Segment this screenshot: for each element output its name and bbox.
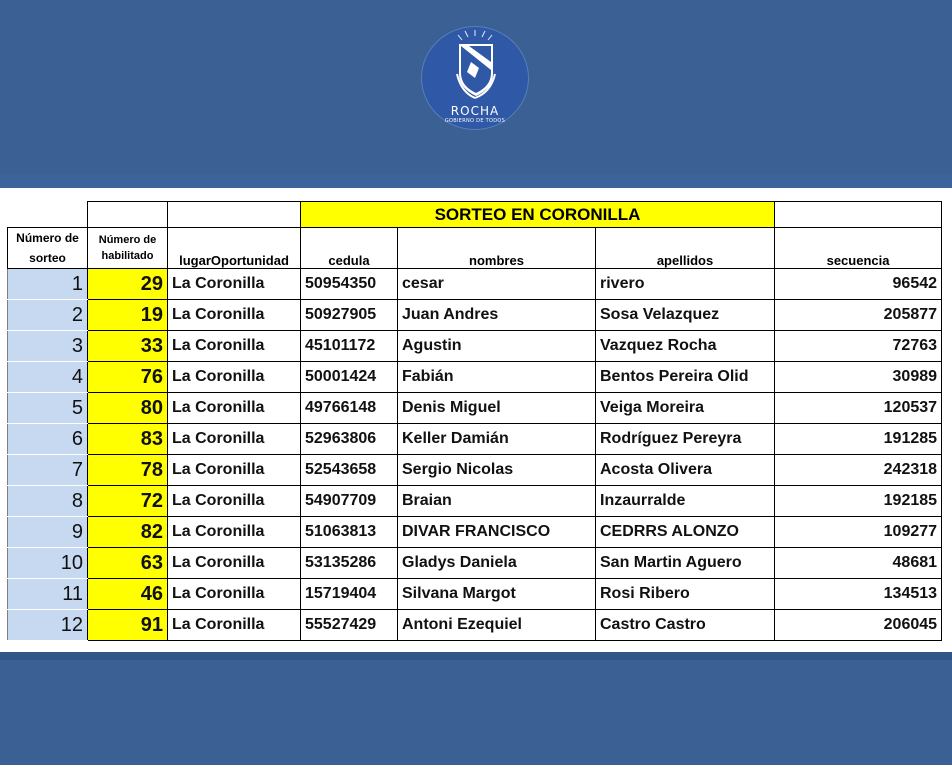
cell-lugar: La Coronilla bbox=[168, 424, 301, 455]
table-title: SORTEO EN CORONILLA bbox=[301, 202, 775, 228]
table-row bbox=[8, 610, 942, 641]
cell-apellidos: Acosta Olivera bbox=[596, 455, 775, 486]
logo-name: ROCHA bbox=[450, 104, 500, 118]
table-row bbox=[8, 517, 942, 548]
header-row bbox=[8, 228, 942, 269]
cell-cedula: 52963806 bbox=[301, 424, 398, 455]
header-nombres: nombres bbox=[398, 228, 596, 269]
raffle-table bbox=[7, 201, 942, 641]
blank-cell bbox=[168, 202, 301, 228]
header-secuencia: secuencia bbox=[775, 228, 942, 269]
cell-numero-sorteo: 1 bbox=[8, 269, 88, 300]
cell-lugar: La Coronilla bbox=[168, 455, 301, 486]
table-row bbox=[8, 393, 942, 424]
cell-nombres: DIVAR FRANCISCO bbox=[398, 517, 596, 548]
cell-numero-sorteo: 12 bbox=[8, 610, 88, 641]
header-numero-habilitado-line1: Número de bbox=[98, 234, 157, 246]
cell-cedula: 54907709 bbox=[301, 486, 398, 517]
table-row bbox=[8, 331, 942, 362]
cell-nombres: Antoni Ezequiel bbox=[398, 610, 596, 641]
cell-secuencia: 72763 bbox=[775, 331, 942, 362]
cell-numero-sorteo: 11 bbox=[8, 579, 88, 610]
table-row bbox=[8, 548, 942, 579]
cell-numero-habilitado: 91 bbox=[88, 610, 168, 641]
cell-numero-sorteo: 6 bbox=[8, 424, 88, 455]
header-apellidos: apellidos bbox=[596, 228, 775, 269]
cell-apellidos: San Martin Aguero bbox=[596, 548, 775, 579]
cell-numero-habilitado: 82 bbox=[88, 517, 168, 548]
title-row bbox=[8, 202, 942, 228]
header-band-stripe bbox=[0, 174, 952, 188]
header-numero-habilitado-line2: habilitado bbox=[101, 250, 154, 262]
cell-apellidos: rivero bbox=[596, 269, 775, 300]
cell-apellidos: Vazquez Rocha bbox=[596, 331, 775, 362]
cell-secuencia: 96542 bbox=[775, 269, 942, 300]
cell-nombres: Juan Andres bbox=[398, 300, 596, 331]
cell-cedula: 55527429 bbox=[301, 610, 398, 641]
blank-cell bbox=[775, 202, 942, 228]
cell-cedula: 52543658 bbox=[301, 455, 398, 486]
header-numero-sorteo bbox=[8, 228, 88, 269]
cell-lugar: La Coronilla bbox=[168, 548, 301, 579]
header-numero-habilitado bbox=[88, 228, 168, 269]
cell-secuencia: 134513 bbox=[775, 579, 942, 610]
cell-nombres: Agustin bbox=[398, 331, 596, 362]
blank-corner bbox=[8, 202, 88, 228]
cell-numero-habilitado: 80 bbox=[88, 393, 168, 424]
cell-numero-sorteo: 2 bbox=[8, 300, 88, 331]
cell-numero-sorteo: 10 bbox=[8, 548, 88, 579]
cell-secuencia: 48681 bbox=[775, 548, 942, 579]
cell-secuencia: 205877 bbox=[775, 300, 942, 331]
cell-cedula: 51063813 bbox=[301, 517, 398, 548]
cell-apellidos: Rosi Ribero bbox=[596, 579, 775, 610]
logo-subtitle: GOBIERNO DE TODOS bbox=[444, 118, 506, 124]
rocha-logo bbox=[421, 26, 529, 130]
cell-secuencia: 192185 bbox=[775, 486, 942, 517]
cell-nombres: Fabián bbox=[398, 362, 596, 393]
cell-apellidos: Sosa Velazquez bbox=[596, 300, 775, 331]
cell-numero-sorteo: 3 bbox=[8, 331, 88, 362]
cell-numero-habilitado: 63 bbox=[88, 548, 168, 579]
cell-numero-habilitado: 78 bbox=[88, 455, 168, 486]
cell-apellidos: Veiga Moreira bbox=[596, 393, 775, 424]
table-row bbox=[8, 300, 942, 331]
cell-numero-sorteo: 9 bbox=[8, 517, 88, 548]
table-row bbox=[8, 362, 942, 393]
cell-cedula: 15719404 bbox=[301, 579, 398, 610]
cell-lugar: La Coronilla bbox=[168, 610, 301, 641]
header-cedula: cedula bbox=[301, 228, 398, 269]
footer-band bbox=[0, 652, 952, 765]
cell-nombres: cesar bbox=[398, 269, 596, 300]
cell-numero-habilitado: 72 bbox=[88, 486, 168, 517]
cell-cedula: 53135286 bbox=[301, 548, 398, 579]
cell-lugar: La Coronilla bbox=[168, 331, 301, 362]
cell-apellidos: Castro Castro bbox=[596, 610, 775, 641]
cell-numero-habilitado: 83 bbox=[88, 424, 168, 455]
cell-cedula: 50927905 bbox=[301, 300, 398, 331]
table-row bbox=[8, 269, 942, 300]
cell-cedula: 50001424 bbox=[301, 362, 398, 393]
table-row bbox=[8, 424, 942, 455]
cell-lugar: La Coronilla bbox=[168, 362, 301, 393]
cell-lugar: La Coronilla bbox=[168, 486, 301, 517]
cell-numero-sorteo: 8 bbox=[8, 486, 88, 517]
cell-numero-habilitado: 19 bbox=[88, 300, 168, 331]
cell-numero-sorteo: 7 bbox=[8, 455, 88, 486]
cell-lugar: La Coronilla bbox=[168, 393, 301, 424]
cell-numero-sorteo: 5 bbox=[8, 393, 88, 424]
cell-nombres: Denis Miguel bbox=[398, 393, 596, 424]
table-row bbox=[8, 455, 942, 486]
cell-numero-habilitado: 46 bbox=[88, 579, 168, 610]
table-body bbox=[8, 269, 942, 641]
cell-numero-habilitado: 33 bbox=[88, 331, 168, 362]
cell-lugar: La Coronilla bbox=[168, 579, 301, 610]
cell-cedula: 50954350 bbox=[301, 269, 398, 300]
cell-cedula: 45101172 bbox=[301, 331, 398, 362]
header-numero-sorteo-line2: sorteo bbox=[29, 251, 66, 265]
cell-secuencia: 206045 bbox=[775, 610, 942, 641]
table-row bbox=[8, 579, 942, 610]
cell-numero-habilitado: 76 bbox=[88, 362, 168, 393]
cell-apellidos: Rodríguez Pereyra bbox=[596, 424, 775, 455]
cell-apellidos: CEDRRS ALONZO bbox=[596, 517, 775, 548]
cell-nombres: Gladys Daniela bbox=[398, 548, 596, 579]
cell-secuencia: 120537 bbox=[775, 393, 942, 424]
cell-apellidos: Inzaurralde bbox=[596, 486, 775, 517]
cell-nombres: Braian bbox=[398, 486, 596, 517]
cell-lugar: La Coronilla bbox=[168, 517, 301, 548]
cell-nombres: Silvana Margot bbox=[398, 579, 596, 610]
header-lugar: lugarOportunidad bbox=[168, 228, 301, 269]
header-numero-sorteo-line1: Número de bbox=[16, 231, 79, 245]
cell-cedula: 49766148 bbox=[301, 393, 398, 424]
cell-nombres: Sergio Nicolas bbox=[398, 455, 596, 486]
table-row bbox=[8, 486, 942, 517]
cell-lugar: La Coronilla bbox=[168, 269, 301, 300]
blank-cell bbox=[88, 202, 168, 228]
cell-apellidos: Bentos Pereira Olid bbox=[596, 362, 775, 393]
cell-secuencia: 191285 bbox=[775, 424, 942, 455]
cell-numero-habilitado: 29 bbox=[88, 269, 168, 300]
cell-numero-sorteo: 4 bbox=[8, 362, 88, 393]
cell-lugar: La Coronilla bbox=[168, 300, 301, 331]
cell-secuencia: 109277 bbox=[775, 517, 942, 548]
footer-band-stripe bbox=[0, 652, 952, 660]
cell-nombres: Keller Damián bbox=[398, 424, 596, 455]
cell-secuencia: 242318 bbox=[775, 455, 942, 486]
cell-secuencia: 30989 bbox=[775, 362, 942, 393]
